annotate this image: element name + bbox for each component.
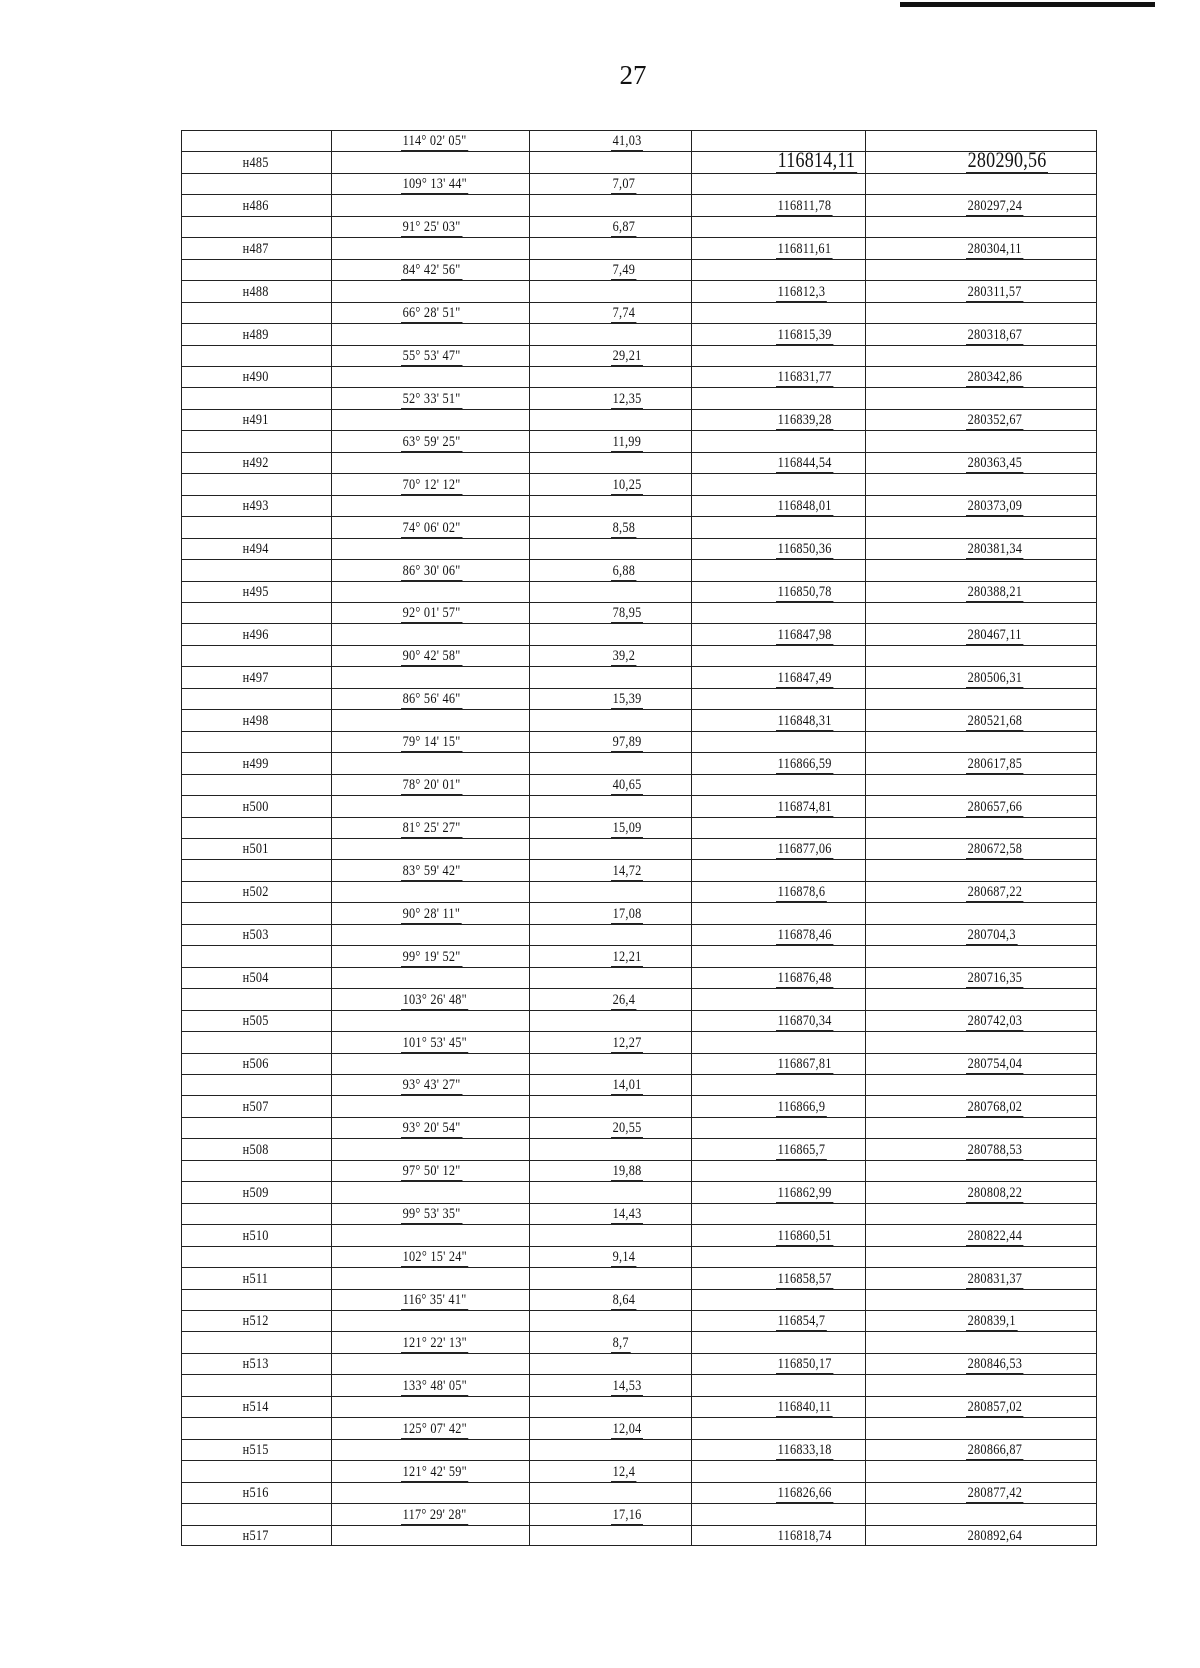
bearing-angle: 70° 12' 12" [402, 476, 461, 493]
coordinate-x: 116839,28 [777, 412, 832, 429]
bearing-angle: 90° 28' 11" [402, 905, 461, 922]
bearing-angle: 109° 13' 44" [402, 176, 467, 193]
coordinate-x: 116850,36 [777, 541, 832, 558]
point-name: н516 [242, 1485, 269, 1502]
bearing-angle: 90° 42' 58" [402, 648, 461, 665]
coordinate-y: 280311,57 [967, 283, 1022, 300]
segment-distance: 12,4 [612, 1463, 636, 1480]
coordinate-x: 116867,81 [777, 1056, 832, 1072]
segment-distance: 41,03 [612, 133, 642, 150]
table-row-rule [181, 1203, 1097, 1204]
table-row-rule [181, 666, 1097, 667]
coordinate-y: 280672,58 [967, 841, 1023, 858]
table-row-rule [181, 173, 1097, 174]
point-name: н502 [242, 884, 269, 901]
table-row-rule [181, 1331, 1097, 1332]
bearing-angle: 78° 20' 01" [402, 777, 461, 794]
table-row-rule [181, 645, 1097, 646]
coordinate-x: 116866,9 [777, 1098, 826, 1115]
point-name: н491 [242, 412, 269, 429]
segment-distance: 10,25 [612, 476, 642, 493]
table-row-rule [181, 237, 1097, 238]
coordinate-x: 116814,11 [777, 146, 856, 172]
segment-distance: 14,43 [612, 1206, 642, 1223]
bearing-angle: 97° 50' 12" [402, 1163, 461, 1180]
point-name: н500 [242, 798, 269, 815]
coordinate-y: 280381,34 [967, 541, 1023, 558]
table-row-rule [181, 387, 1097, 388]
coordinate-y: 280704,3 [967, 927, 1016, 944]
point-name: н498 [242, 712, 269, 729]
point-name: н489 [242, 326, 269, 343]
point-name: н487 [242, 240, 269, 257]
coordinate-y: 280742,03 [967, 1013, 1023, 1030]
bearing-angle: 114° 02' 05" [402, 133, 467, 150]
segment-distance: 7,74 [612, 305, 636, 322]
coordinate-y: 280857,02 [967, 1399, 1023, 1416]
bearing-angle: 99° 53' 35" [402, 1206, 461, 1223]
table-row-rule [181, 1246, 1097, 1247]
bearing-angle: 83° 59' 42" [402, 862, 461, 879]
table-row-rule [181, 881, 1097, 882]
segment-distance: 17,08 [612, 905, 642, 922]
coordinate-y: 280290,56 [967, 146, 1047, 172]
bearing-angle: 84° 42' 56" [402, 262, 461, 279]
table-row-rule [181, 194, 1097, 195]
bearing-angle: 101° 53' 45" [402, 1034, 467, 1051]
segment-distance: 6,87 [612, 219, 636, 236]
coordinate-y: 280892,64 [967, 1528, 1023, 1544]
coordinate-x: 116826,66 [777, 1485, 832, 1502]
bearing-angle: 117° 29' 28" [402, 1506, 467, 1523]
table-row-rule [181, 1525, 1097, 1526]
top-rule [900, 2, 1155, 7]
table-row-rule [181, 559, 1097, 560]
coordinate-x: 116865,7 [777, 1141, 826, 1158]
bearing-angle: 81° 25' 27" [402, 820, 461, 836]
bearing-angle: 116° 35' 41" [402, 1292, 467, 1308]
segment-distance: 14,01 [612, 1077, 642, 1094]
table-row-rule [181, 216, 1097, 217]
table-row-rule [181, 1353, 1097, 1354]
table-row-rule [181, 945, 1097, 946]
coordinate-x: 116854,7 [777, 1313, 826, 1330]
table-row-rule [181, 323, 1097, 324]
coordinate-x: 116840,11 [777, 1399, 832, 1416]
coordinate-x: 116831,77 [777, 369, 832, 386]
bearing-angle: 86° 30' 06" [402, 562, 461, 579]
segment-distance: 8,64 [612, 1292, 636, 1308]
coordinate-x: 116866,59 [777, 755, 832, 772]
segment-distance: 26,4 [612, 991, 636, 1008]
table-row-rule [181, 1545, 1097, 1546]
table-row-rule [181, 302, 1097, 303]
table-row-rule [181, 688, 1097, 689]
bearing-angle: 121° 22' 13" [402, 1334, 467, 1351]
segment-distance: 12,27 [612, 1034, 642, 1051]
table-row-rule [181, 1439, 1097, 1440]
point-name: н494 [242, 541, 269, 558]
point-name: н492 [242, 455, 269, 472]
table-row-rule [181, 345, 1097, 346]
table-row-rule [181, 988, 1097, 989]
coordinate-x: 116850,78 [777, 584, 832, 600]
table-row-rule [181, 1482, 1097, 1483]
point-name: н486 [242, 197, 269, 214]
coordinate-x: 116844,54 [777, 455, 832, 472]
table-row-rule [181, 817, 1097, 818]
page-number: 27 [619, 60, 647, 90]
bearing-angle: 79° 14' 15" [402, 734, 461, 751]
point-name: н508 [242, 1141, 269, 1158]
point-name: н496 [242, 626, 269, 643]
table-row-rule [181, 495, 1097, 496]
segment-distance: 97,89 [612, 734, 642, 751]
point-name: н493 [242, 498, 269, 515]
segment-distance: 7,49 [612, 262, 636, 279]
coordinate-x: 116862,99 [777, 1184, 832, 1201]
coordinate-x: 116811,78 [777, 197, 832, 214]
coordinate-y: 280768,02 [967, 1098, 1023, 1115]
segment-distance: 8,58 [612, 519, 636, 536]
table-row-rule [181, 259, 1097, 260]
survey-table [181, 130, 1097, 1546]
coordinate-y: 280877,42 [967, 1485, 1023, 1502]
table-row-rule [181, 1117, 1097, 1118]
coordinate-x: 116818,74 [777, 1528, 832, 1544]
point-name: н509 [242, 1184, 269, 1201]
coordinate-y: 280342,86 [967, 369, 1023, 386]
point-name: н511 [242, 1270, 269, 1287]
bearing-angle: 52° 33' 51" [402, 390, 461, 407]
table-row-rule [181, 1053, 1097, 1054]
table-row-rule [181, 902, 1097, 903]
point-name: н495 [242, 584, 269, 600]
coordinate-y: 280521,68 [967, 712, 1023, 729]
coordinate-x: 116812,3 [777, 283, 826, 300]
segment-distance: 12,21 [612, 948, 642, 965]
coordinate-y: 280831,37 [967, 1270, 1023, 1287]
table-row-rule [181, 1267, 1097, 1268]
table-row-rule [181, 731, 1097, 732]
coordinate-y: 280297,24 [967, 197, 1023, 214]
table-row-rule [181, 473, 1097, 474]
coordinate-y: 280754,04 [967, 1056, 1023, 1072]
bearing-angle: 55° 53' 47" [402, 348, 461, 364]
coordinate-y: 280363,45 [967, 455, 1023, 472]
segment-distance: 15,09 [612, 820, 642, 836]
point-name: н507 [242, 1098, 269, 1115]
point-name: н497 [242, 669, 269, 686]
coordinate-y: 280373,09 [967, 498, 1023, 515]
table-row-rule [181, 1289, 1097, 1290]
table-row-rule [181, 1503, 1097, 1504]
segment-distance: 14,72 [612, 862, 642, 879]
coordinate-x: 116847,49 [777, 669, 832, 686]
coordinate-x: 116878,6 [777, 884, 826, 901]
segment-distance: 78,95 [612, 605, 642, 622]
coordinate-y: 280318,67 [967, 326, 1023, 343]
coordinate-x: 116848,31 [777, 712, 832, 729]
table-row-rule [181, 409, 1097, 410]
segment-distance: 15,39 [612, 691, 642, 708]
segment-distance: 17,16 [612, 1506, 642, 1523]
segment-distance: 7,07 [612, 176, 636, 193]
point-name: н485 [242, 154, 269, 171]
coordinate-y: 280304,11 [967, 240, 1022, 257]
point-name: н499 [242, 755, 269, 772]
bearing-angle: 121° 42' 59" [402, 1463, 467, 1480]
table-row-rule [181, 774, 1097, 775]
coordinate-x: 116860,51 [777, 1227, 832, 1244]
segment-distance: 14,53 [612, 1377, 642, 1394]
table-row-rule [181, 924, 1097, 925]
coordinate-y: 280388,21 [967, 584, 1023, 600]
segment-distance: 20,55 [612, 1120, 642, 1137]
coordinate-x: 116847,98 [777, 626, 832, 643]
point-name: н505 [242, 1013, 269, 1030]
table-row-rule [181, 538, 1097, 539]
segment-distance: 12,35 [612, 390, 642, 407]
point-name: н513 [242, 1356, 269, 1373]
table-row-rule [181, 1460, 1097, 1461]
point-name: н506 [242, 1056, 269, 1072]
point-name: н514 [242, 1399, 269, 1416]
coordinate-x: 116877,06 [777, 841, 832, 858]
coordinate-x: 116833,18 [777, 1442, 832, 1459]
table-row-rule [181, 581, 1097, 582]
coordinate-x: 116848,01 [777, 498, 832, 515]
bearing-angle: 93° 43' 27" [402, 1077, 461, 1094]
table-row-rule [181, 452, 1097, 453]
point-name: н503 [242, 927, 269, 944]
table-row-rule [181, 967, 1097, 968]
segment-distance: 39,2 [612, 648, 636, 665]
table-row-rule [181, 430, 1097, 431]
table-row-rule [181, 602, 1097, 603]
point-name: н517 [242, 1528, 269, 1544]
coordinate-y: 280352,67 [967, 412, 1023, 429]
segment-distance: 29,21 [612, 348, 642, 364]
segment-distance: 8,7 [612, 1334, 629, 1351]
coordinate-y: 280467,11 [967, 626, 1022, 643]
table-row-rule [181, 130, 1097, 131]
table-row-rule [181, 1010, 1097, 1011]
bearing-angle: 91° 25' 03" [402, 219, 461, 236]
coordinate-x: 116874,81 [777, 798, 832, 815]
table-row-rule [181, 366, 1097, 367]
table-row-rule [181, 1417, 1097, 1418]
coordinate-x: 116870,34 [777, 1013, 832, 1030]
coordinate-y: 280846,53 [967, 1356, 1023, 1373]
coordinate-x: 116850,17 [777, 1356, 832, 1373]
segment-distance: 11,99 [612, 433, 642, 450]
coordinate-y: 280788,53 [967, 1141, 1023, 1158]
bearing-angle: 92° 01' 57" [402, 605, 461, 622]
point-name: н504 [242, 970, 269, 987]
segment-distance: 19,88 [612, 1163, 642, 1180]
bearing-angle: 86° 56' 46" [402, 691, 461, 708]
table-row-rule [181, 1310, 1097, 1311]
coordinate-x: 116858,57 [777, 1270, 832, 1287]
coordinate-y: 280866,87 [967, 1442, 1023, 1459]
coordinate-x: 116876,48 [777, 970, 832, 987]
bearing-angle: 66° 28' 51" [402, 305, 461, 322]
table-row-rule [181, 1160, 1097, 1161]
point-name: н510 [242, 1227, 269, 1244]
table-row-rule [181, 838, 1097, 839]
coordinate-y: 280808,22 [967, 1184, 1023, 1201]
point-name: н501 [242, 841, 269, 858]
table-row-rule [181, 1374, 1097, 1375]
coordinate-y: 280617,85 [967, 755, 1023, 772]
segment-distance: 12,04 [612, 1420, 642, 1437]
point-name: н490 [242, 369, 269, 386]
segment-distance: 9,14 [612, 1249, 636, 1266]
coordinate-y: 280687,22 [967, 884, 1023, 901]
coordinate-y: 280716,35 [967, 970, 1023, 987]
coordinate-x: 116878,46 [777, 927, 832, 944]
segment-distance: 6,88 [612, 562, 636, 579]
point-name: н512 [242, 1313, 269, 1330]
segment-distance: 40,65 [612, 777, 642, 794]
table-row-rule [181, 795, 1097, 796]
table-row-rule [181, 1031, 1097, 1032]
bearing-angle: 93° 20' 54" [402, 1120, 461, 1137]
bearing-angle: 133° 48' 05" [402, 1377, 467, 1394]
coordinate-x: 116811,61 [777, 240, 832, 257]
bearing-angle: 99° 19' 52" [402, 948, 461, 965]
bearing-angle: 125° 07' 42" [402, 1420, 467, 1437]
coordinate-y: 280839,1 [967, 1313, 1016, 1330]
coordinate-x: 116815,39 [777, 326, 832, 343]
point-name: н515 [242, 1442, 269, 1459]
point-name: н488 [242, 283, 269, 300]
coordinate-y: 280506,31 [967, 669, 1023, 686]
table-row-rule [181, 1396, 1097, 1397]
table-row-rule [181, 859, 1097, 860]
coordinate-y: 280657,66 [967, 798, 1023, 815]
bearing-angle: 63° 59' 25" [402, 433, 461, 450]
table-row-rule [181, 1074, 1097, 1075]
coordinate-y: 280822,44 [967, 1227, 1023, 1244]
bearing-angle: 74° 06' 02" [402, 519, 461, 536]
bearing-angle: 102° 15' 24" [402, 1249, 467, 1266]
table-row-rule [181, 280, 1097, 281]
bearing-angle: 103° 26' 48" [402, 991, 467, 1008]
table-row-rule [181, 516, 1097, 517]
